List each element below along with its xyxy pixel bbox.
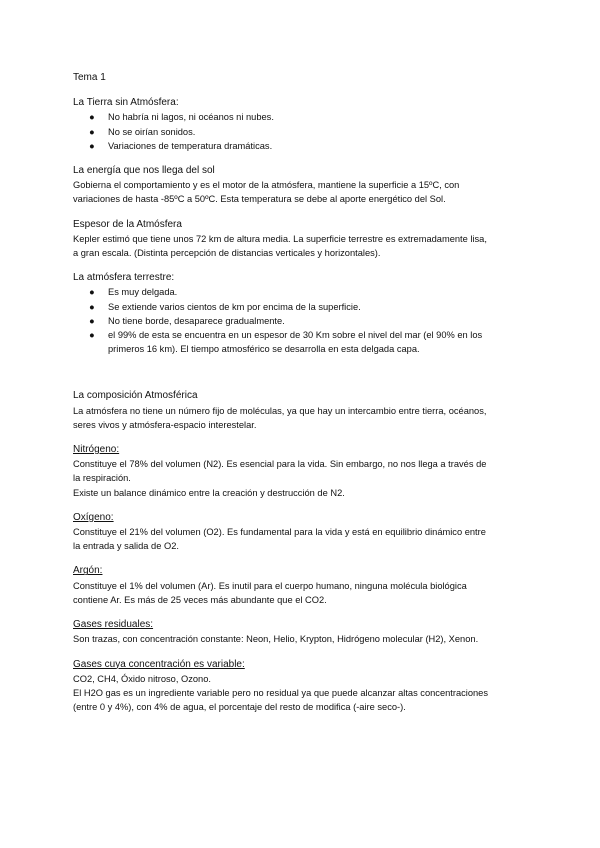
section-nitrogeno	[73, 443, 533, 500]
bullet-icon: ●	[89, 287, 95, 298]
terrestre-heading: La atmósfera terrestre:	[73, 272, 175, 284]
nitrogeno-heading: Nitrógeno:	[73, 444, 120, 456]
paragraph-line: El H2O gas es un ingrediente variable pero no residual ya que puede alcanzar altas concentraciones	[73, 687, 489, 698]
section-tierra	[73, 96, 533, 153]
paragraph-line: variaciones de hasta -85ºC a 50ºC. Esta temperatura se debe al aporte energético del Sol.	[73, 194, 446, 205]
paragraph-line: CO2, CH4, Óxido nitroso, Ozono.	[73, 673, 211, 684]
list-item: ● No tiene borde, desaparece gradualmente.	[73, 314, 533, 328]
list-item: ● No se oirían sonidos.	[73, 125, 533, 139]
section-energia	[73, 164, 533, 207]
section-composicion	[73, 389, 533, 432]
terrestre-list	[73, 285, 533, 356]
paragraph-line: Existe un balance dinámico entre la creación y destrucción de N2.	[73, 487, 345, 498]
bullet-icon: ●	[89, 301, 95, 312]
section-espesor	[73, 218, 533, 261]
espesor-heading: Espesor de la Atmósfera	[73, 218, 182, 230]
paragraph-line: (entre 0 y 4%), con 4% de agua, el porcentaje del resto de modifica (-aire seco-).	[73, 702, 406, 713]
list-item: ● Es muy delgada.	[73, 285, 533, 299]
bullet-icon: ●	[89, 126, 95, 137]
paragraph-line: Constituye el 78% del volumen (N2). Es esencial para la vida. Sin embargo, no nos llega a través de	[73, 459, 487, 470]
list-item: ● Se extiende varios cientos de km por encima de la superficie.	[73, 300, 533, 314]
oxigeno-heading: Oxígeno:	[73, 511, 114, 523]
paragraph-line: Kepler estimó que tiene unos 72 km de altura media. La superficie terrestre es extremadamente lisa,	[73, 233, 487, 244]
section-residuales	[73, 618, 533, 646]
section-terrestre	[73, 271, 533, 356]
list-item: ● No habría ni lagos, ni océanos ni nubes.	[73, 110, 533, 124]
paragraph-line: Constituye el 1% del volumen (Ar). Es inutil para el cuerpo humano, ninguna molécula biológica	[73, 580, 467, 591]
document-title: Tema 1	[73, 72, 106, 83]
energia-heading: La energía que nos llega del sol	[73, 165, 215, 177]
list-item: ● Variaciones de temperatura dramáticas.	[73, 139, 533, 153]
tierra-list	[73, 110, 533, 153]
paragraph-line: seres vivos y atmósfera-espacio interestelar.	[73, 419, 257, 430]
bullet-icon: ●	[89, 330, 95, 341]
document-page	[73, 71, 533, 725]
variable-heading: Gases cuya concentración es variable:	[73, 658, 245, 670]
paragraph-line: La atmósfera no tiene un número fijo de moléculas, ya que hay un intercambio entre tierra, océanos,	[73, 405, 487, 416]
bullet-icon: ●	[89, 315, 95, 326]
list-item: ● el 99% de esta se encuentra en un espesor de 30 Km sobre el nivel del mar (el 90% en los primeros 16 km). El tiempo atmosférico se desarrolla en esta delgada capa.	[89, 330, 483, 355]
residuales-heading: Gases residuales:	[73, 619, 154, 631]
tierra-heading: La Tierra sin Atmósfera:	[73, 97, 179, 109]
paragraph-line: a gran escala. (Distinta percepción de distancias verticales y horizontales).	[73, 248, 381, 259]
paragraph-line: la respiración.	[73, 473, 131, 484]
paragraph-line: Gobierna el comportamiento y es el motor de la atmósfera, mantiene la superficie a 15ºC, con	[73, 180, 460, 191]
composicion-heading: La composición Atmosférica	[73, 390, 198, 402]
section-variable	[73, 658, 533, 715]
bullet-icon: ●	[89, 140, 95, 151]
section-argon	[73, 564, 533, 607]
paragraph-line: la entrada y salida de O2.	[73, 541, 179, 552]
argon-heading: Argón:	[73, 565, 103, 577]
bullet-icon: ●	[89, 112, 95, 123]
paragraph-line: Constituye el 21% del volumen (O2). Es fundamental para la vida y está en equilibrio dinámico entre	[73, 527, 486, 538]
paragraph-line: Son trazas, con concentración constante: Neon, Helio, Krypton, Hidrógeno molecular (H2), Xenon.	[73, 634, 479, 645]
section-oxigeno	[73, 511, 533, 554]
paragraph-line: contiene Ar. Es más de 25 veces más abundante que el CO2.	[73, 594, 327, 605]
